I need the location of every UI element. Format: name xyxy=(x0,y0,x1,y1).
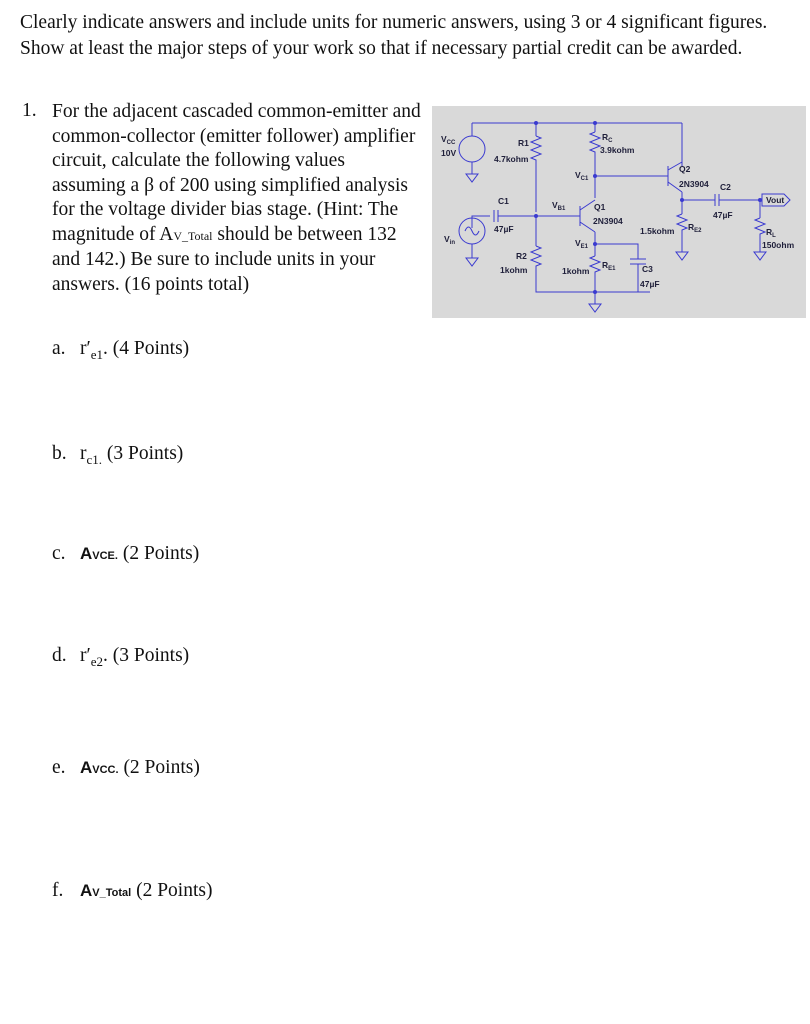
c1-plates xyxy=(494,210,498,222)
question-text xyxy=(52,100,422,297)
part-b-sub: c1. xyxy=(86,451,103,467)
q2-model: 2N3904 xyxy=(679,179,709,189)
part-d-suffix: . (3 Points) xyxy=(103,645,190,666)
part-a-symbol: r′ xyxy=(80,338,91,359)
part-d-label: d. xyxy=(52,645,67,666)
c2-label: C2 xyxy=(720,182,731,192)
node-emitter2 xyxy=(680,198,684,202)
part-d-sub: e2 xyxy=(90,653,104,669)
r1-label: R1 xyxy=(518,138,529,148)
vcc-value: 10V xyxy=(441,148,457,158)
re1-label: $R_{E1}$ xyxy=(602,260,616,272)
r2-resistor xyxy=(531,246,541,268)
rl-value: 150ohm xyxy=(762,240,795,250)
part-d-symbol: r′ xyxy=(80,645,91,666)
question-number: 1. xyxy=(22,100,37,121)
re2-resistor xyxy=(677,214,687,236)
q2-label: Q2 xyxy=(679,164,691,174)
question-text-before: For the adjacent cascaded common-emitter and common-collector (emitter follower) amplifier circuit, calculate the following values assuming a β of 200 using simplified analysis for the voltage divider bias stage. (Hint: The magnitude of A xyxy=(52,101,421,245)
c3-label: C3 xyxy=(642,264,653,274)
c1-value: 47µF xyxy=(494,224,514,234)
node-vout xyxy=(758,198,762,202)
part-b xyxy=(52,443,183,468)
part-e-symbol: A xyxy=(80,758,93,777)
q1-label: Q1 xyxy=(594,202,606,212)
re2-value: 1.5kohm xyxy=(640,226,675,236)
node-ve1 xyxy=(593,242,597,246)
re2-label: $R_{E2}$ xyxy=(688,222,702,234)
vin-label: $V_{in}$ xyxy=(444,234,456,246)
c2-plates xyxy=(715,194,719,206)
r1-resistor xyxy=(531,136,541,162)
bottom-rail-wire xyxy=(536,268,650,292)
rl-resistor xyxy=(755,218,765,240)
part-f-suffix: (2 Points) xyxy=(131,880,213,901)
rl-label: $R_L$ xyxy=(766,227,776,239)
part-f-symbol: A xyxy=(80,881,93,900)
r1-value: 4.7kohm xyxy=(494,154,529,164)
vin-sine-wave xyxy=(465,227,479,235)
part-c-suffix: (2 Points) xyxy=(117,543,200,564)
node-ground xyxy=(593,290,597,294)
circuit-svg xyxy=(432,106,806,318)
q1-model: 2N3904 xyxy=(593,216,623,226)
ground-rl xyxy=(754,252,766,260)
rc-resistor xyxy=(590,132,600,154)
question-text-after: should be between 132 and 142.) Be sure to include units in your answers. (16 points total) xyxy=(52,223,397,295)
part-a xyxy=(52,338,189,363)
ground-re2 xyxy=(676,252,688,260)
re1-value: 1kohm xyxy=(562,266,590,276)
part-a-suffix: . (4 Points) xyxy=(103,338,190,359)
part-c-symbol: A xyxy=(80,544,93,563)
ground-vin xyxy=(466,258,478,266)
c1-label: C1 xyxy=(498,196,509,206)
rc-value: 3.9kohm xyxy=(600,145,635,155)
part-c-label: c. xyxy=(52,543,66,564)
part-c-sub: VCE. xyxy=(92,550,118,562)
c3-top-wire xyxy=(595,244,638,259)
ground-main xyxy=(589,304,601,312)
part-e xyxy=(52,757,200,779)
part-e-suffix: (2 Points) xyxy=(118,757,200,778)
re1-resistor xyxy=(590,256,600,278)
instructions: Clearly indicate answers and include units for numeric answers, using 3 or 4 significant figures. Show at least the major steps of your work so that if necessary partial credit can be awarded. xyxy=(20,12,768,59)
av-total-subscript: V_Total xyxy=(173,228,213,243)
ve1-label: $V_{E1}$ xyxy=(575,238,589,250)
node-r1-top xyxy=(534,121,538,125)
part-e-sub: VCC. xyxy=(92,764,119,776)
ground-vcc xyxy=(466,174,478,182)
r2-value: 1kohm xyxy=(500,265,528,275)
part-a-sub: e1 xyxy=(90,346,104,362)
vcc-source-circle xyxy=(459,136,485,162)
part-e-label: e. xyxy=(52,757,66,778)
r2-label: R2 xyxy=(516,251,527,261)
circuit-diagram xyxy=(432,106,806,318)
part-b-symbol: r xyxy=(80,443,87,464)
part-f-label: f. xyxy=(52,880,64,901)
part-b-suffix: (3 Points) xyxy=(102,443,184,464)
vcc-label: $V_{CC}$ xyxy=(441,134,456,146)
node-base xyxy=(534,214,538,218)
vc1-label: $V_{C1}$ xyxy=(575,170,589,182)
node-vc1 xyxy=(593,174,597,178)
vout-label: Vout xyxy=(766,195,785,205)
part-f-sub: V_Total xyxy=(92,887,132,899)
rc-label: $R_C$ xyxy=(602,132,613,144)
c2-value: 47µF xyxy=(713,210,733,220)
c3-value: 47µF xyxy=(640,279,660,289)
part-c xyxy=(52,543,199,565)
part-b-label: b. xyxy=(52,443,67,464)
part-f xyxy=(52,880,212,902)
part-d xyxy=(52,645,189,670)
vb1-label: $V_{B1}$ xyxy=(552,200,566,212)
part-a-label: a. xyxy=(52,338,66,359)
node-rc-top xyxy=(593,121,597,125)
